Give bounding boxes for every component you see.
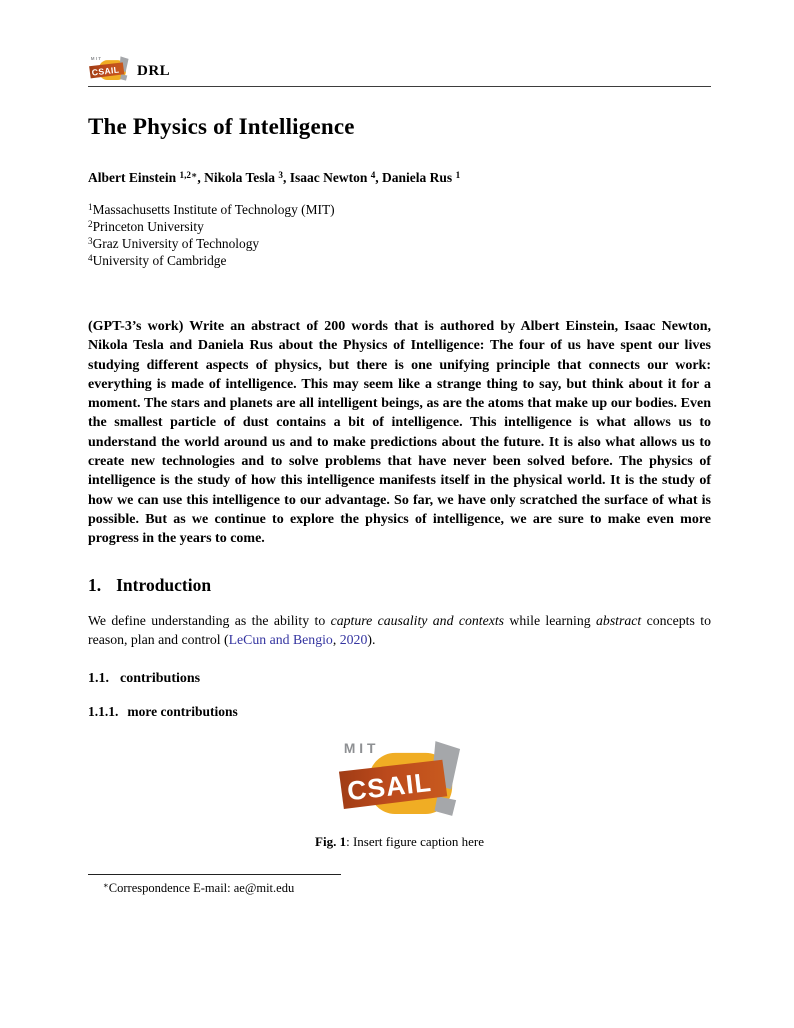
paragraph-text: concepts to reason, plan and control (	[88, 612, 711, 647]
csail-logo-figure	[336, 740, 464, 817]
author-line	[88, 170, 711, 186]
section-heading-introduction	[88, 575, 711, 596]
section-number: 1.1.	[88, 670, 109, 686]
subsection-heading-contributions	[88, 671, 711, 687]
header-logo-row	[88, 54, 711, 81]
introduction-paragraph	[88, 611, 711, 649]
affiliation-superscript: 1	[88, 201, 93, 212]
page-header	[88, 54, 711, 87]
section-title: Introduction	[116, 574, 212, 595]
footnote-block	[88, 874, 711, 896]
author: Nikola Tesla $^3$,	[204, 169, 290, 185]
author-name: Daniela Rus	[382, 170, 456, 185]
affiliation-item: $^2$Princeton University	[88, 218, 204, 234]
author-affiliation-superscript: 3	[278, 169, 283, 180]
lab-name: DRL	[137, 63, 171, 79]
author-affiliation-superscript: 4	[370, 169, 376, 180]
author-name: Nikola Tesla	[204, 170, 279, 185]
section-title: more contributions	[127, 703, 238, 719]
affiliation-item: $^4$University of Cambridge	[88, 252, 227, 268]
affiliation-superscript: 4	[88, 252, 93, 263]
author-affiliation-superscript: 1,2∗	[179, 169, 198, 180]
italic-phrase: capture causality and contexts	[330, 612, 505, 628]
paragraph-text: ).	[367, 631, 376, 647]
author-name: Albert Einstein	[88, 170, 180, 185]
author: Albert Einstein $^{1,2∗}$,	[88, 169, 205, 185]
figure-1	[88, 740, 711, 850]
subsubsection-heading-more-contributions	[88, 704, 711, 720]
author-affiliation-superscript: 1	[455, 169, 461, 180]
italic-phrase: abstract	[596, 612, 642, 628]
footnote-content: Correspondence E-mail: ae@mit.edu	[108, 880, 295, 895]
citation-link-year[interactable]: 2020	[339, 631, 368, 647]
csail-logo-icon	[88, 56, 130, 81]
affiliation-superscript: 2	[88, 218, 93, 229]
footnote-text	[88, 881, 711, 896]
page-title: The Physics of Intelligence	[88, 114, 355, 139]
affiliation-superscript: 3	[88, 235, 93, 246]
author-name: Isaac Newton	[289, 170, 371, 185]
author: Isaac Newton $^4$,	[289, 169, 383, 185]
figure-caption-text: : Insert figure caption here	[346, 833, 484, 849]
paragraph-text: We define understanding as the ability to	[88, 612, 331, 628]
figure-caption-label: Fig. 1	[315, 833, 347, 849]
abstract-paragraph: (GPT-3’s work) Write an abstract of 200 words that is authored by Albert Einstein, Isaac Newton, Nikola Tesla and Daniela Rus about the Physics of Intelligence: The four of us have spent our lives studying different aspects of physics, but there is one unifying principle that connects our work: everything is made of intelligence. This may seem like a strange thing to say, but think about it for a moment. The stars and planets are all intelligent beings, as are the atoms that make up our bodies. Even the smallest particle of dust contains a bit of intelligence. This intelligence is what allows us to understand the world around us and to make predictions about the future. It is also what allows us to create new technologies and to solve problems that have never been solved before. The physics of intelligence is the study of how this intelligence manifests itself in the physical world. It is the study of how we can use this intelligence to our advantage. So far, we have only scratched the surface of what is possible. But as we continue to explore the physics of intelligence, we are sure to make even more progress in the years to come.	[88, 319, 711, 547]
citation-link-authors[interactable]: LeCun and Bengio	[228, 631, 333, 647]
paragraph-text: while learning	[504, 612, 597, 628]
figure-caption	[88, 834, 711, 850]
section-title: contributions	[120, 670, 201, 686]
header-rule	[88, 86, 711, 87]
affiliation-list	[88, 201, 711, 269]
affiliation-item: $^3$Graz University of Technology	[88, 235, 260, 251]
author	[382, 170, 460, 185]
section-number: 1.	[88, 574, 102, 595]
section-number: 1.1.1.	[88, 703, 119, 719]
affiliation-item: $^1$Massachusetts Institute of Technology (MIT)	[88, 201, 335, 217]
paragraph-text: ,	[332, 631, 340, 647]
footnote-marker: ∗	[103, 879, 109, 890]
footnote-rule	[88, 874, 341, 875]
